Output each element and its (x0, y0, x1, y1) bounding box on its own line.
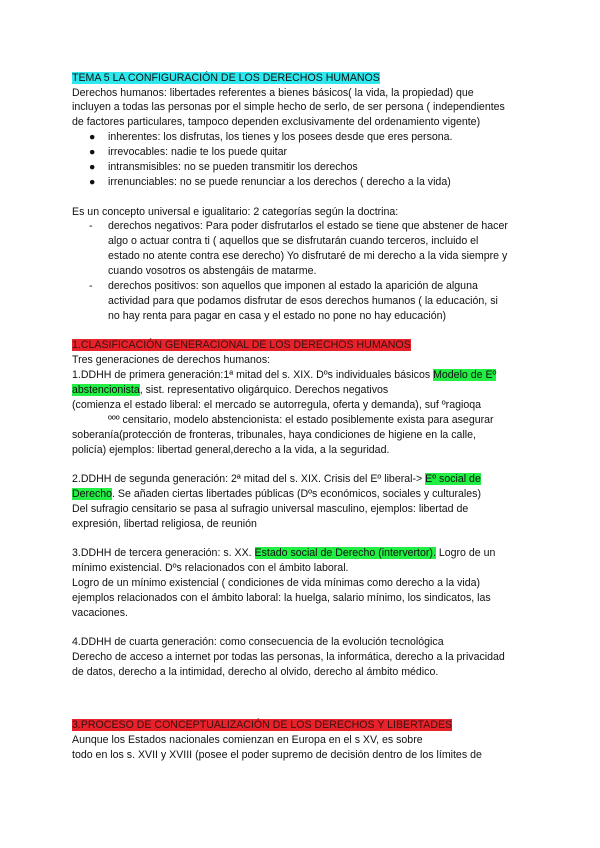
paragraph-line: 4.DDHH de cuarta generación: como consecuencia de la evolución tecnológica (72, 636, 444, 648)
bullet-icon: ● (89, 176, 96, 188)
section-title: 1.CLASIFICACIÓN GENERACIONAL DE LOS DERECHOS HUMANOS (72, 339, 411, 351)
paragraph-line: Del sufragio censitario se pasa al sufragio universal masculino, ejemplos: libertad de (72, 503, 469, 515)
list-item: inherentes: los disfrutas, los tienes y los posees desde que eres persona. (108, 131, 453, 143)
paragraph-line: soberanía(protección de fronteras, tribunales, haya condiciones de higiene en la calle, (72, 429, 476, 441)
section-title: 3.PROCESO DE CONCEPTUALIZACIÓN DE LOS DERECHOS Y LIBERTADES (72, 719, 453, 731)
paragraph-line: Derecho. Se añaden ciertas libertades públicas (Dºs económicos, sociales y culturales) (72, 488, 481, 500)
paragraph-line: incluyen a todas las personas por el simple hecho de serlo, de ser persona ( independientes (72, 101, 505, 113)
list-item: derechos positivos: son aquellos que imponen al estado la aparición de alguna (108, 280, 478, 292)
list-item-line: estado no atente contra ese derecho) Yo disfrutaré de mi derecho a la vida siempre y (108, 250, 508, 262)
dash-icon: - (89, 220, 93, 232)
paragraph-line: Es un concepto universal e igualitario: 2 categorías según la doctrina: (72, 206, 399, 218)
paragraph-line: ejemplos relacionados con el ámbito laboral: la huelga, salario mínimo, los sindicatos, las (72, 592, 491, 604)
paragraph-line: de factores particulares, tampoco dependen exclusivamente del ordenamiento vigente) (72, 116, 481, 128)
paragraph-line: abstencionista, sist. representativo oligárquico. Derechos negativos (72, 384, 389, 396)
paragraph-line: de datos, derecho a la intimidad, derecho al olvido, derecho al ámbito médico. (72, 666, 439, 678)
paragraph-line: mínimo existencial. Dºs relacionados con el ámbito laboral. (72, 562, 349, 574)
paragraph-line: todo en los s. XVII y XVIII (posee el poder supremo de decisión dentro de los límites de (72, 749, 482, 761)
list-item-line: actividad para que podamos disfrutar de esos derechos humanos ( la educación, si (108, 295, 498, 307)
paragraph-line: 2.DDHH de segunda generación: 2ª mitad del s. XIX. Crisis del Eº liberal-> Eº social de (72, 473, 481, 485)
paragraph-line: Aunque los Estados nacionales comienzan en Europa en el s XV, es sobre (72, 734, 423, 746)
paragraph-line: Derechos humanos: libertades referentes a bienes básicos( la vida, la propiedad) que (72, 87, 474, 99)
paragraph-line: (comienza el estado liberal: el mercado se autorregula, oferta y demanda), suf ºragioqa (72, 399, 482, 411)
paragraph-line: 3.DDHH de tercera generación: s. XX. Estado social de Derecho (intervertor). Logro de un (72, 547, 496, 559)
dash-icon: - (89, 280, 93, 292)
paragraph-line: Tres generaciones de derechos humanos: (72, 354, 271, 366)
paragraph-line: Logro de un mínimo existencial ( condiciones de vida mínimas como derecho a la vida) (72, 577, 481, 589)
paragraph-line: policía) ejemplos: libertad general,derecho a la vida, a la seguridad. (72, 444, 390, 456)
list-item: derechos negativos: Para poder disfrutarlos el estado se tiene que abstener de hacer (108, 220, 508, 232)
bullet-icon: ● (89, 161, 96, 173)
list-item-line: cuando vosotros os abstengáis de matarme. (108, 265, 317, 277)
list-item: irrenunciables: no se puede renunciar a los derechos ( derecho a la vida) (108, 176, 451, 188)
paragraph-line: expresión, libertad religiosa, de reunión (72, 518, 257, 530)
bullet-icon: ● (89, 131, 96, 143)
paragraph-line: vacaciones. (72, 607, 128, 619)
paragraph-line: ººº censitario, modelo abstencionista: el estado posiblemente exista para asegurar (108, 414, 494, 426)
list-item: intransmisibles: no se pueden transmitir los derechos (108, 161, 358, 173)
paragraph-line: 1.DDHH de primera generación:1ª mitad del s. XIX. Dºs individuales básicos Modelo de Eº (72, 369, 497, 381)
list-item-line: no hay renta para pagar en casa y el estado no pone no hay educación) (108, 310, 447, 322)
section-title: TEMA 5 LA CONFIGURACIÓN DE LOS DERECHOS HUMANOS (72, 72, 380, 84)
bullet-icon: ● (89, 146, 96, 158)
list-item: irrevocables: nadie te los puede quitar (108, 146, 288, 158)
list-item-line: algo o actuar contra ti ( aquellos que se disfrutarán cuando terceros, incluido el (108, 235, 479, 247)
paragraph-line: Derecho de acceso a internet por todas las personas, la informática, derecho a la privacidad (72, 651, 505, 663)
